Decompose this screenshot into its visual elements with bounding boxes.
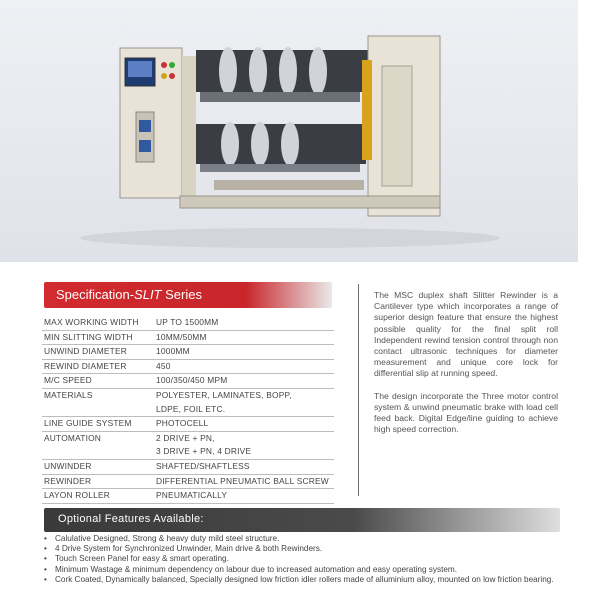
spec-label: REWIND DIAMETER	[44, 360, 127, 371]
spec-value-line: 100/350/450 MPM	[156, 375, 228, 386]
spec-row	[42, 431, 334, 459]
spec-row	[42, 417, 334, 432]
feature-item: • Cork Coated, Dynamically balanced, Specially designed low friction idler rollers made of alluminium alloy, mounted on low friction bearing.	[44, 575, 564, 585]
spec-label: LINE GUIDE SYSTEM	[44, 418, 132, 429]
specification-table	[42, 316, 334, 504]
spec-label: REWINDER	[44, 475, 92, 486]
specification-title: Specification-SLIT Series	[56, 287, 202, 302]
specification-header	[44, 282, 332, 308]
optional-features-list	[44, 534, 564, 585]
feature-item: • Calulative Designed, Strong & heavy duty mild steel structure.	[44, 534, 564, 544]
spec-label: LAYON ROLLER	[44, 490, 111, 501]
spec-value-line: 1000MM	[156, 346, 190, 357]
spec-value-line: 450	[156, 360, 171, 371]
spec-value	[154, 330, 334, 345]
spec-value	[154, 489, 334, 504]
spec-value-line: SHAFTED/SHAFTLESS	[156, 460, 250, 471]
feature-item: • Minimum Wastage & minimum dependency on labour due to increased automation and easy operating system.	[44, 565, 564, 575]
spec-row	[42, 359, 334, 374]
column-divider	[358, 284, 359, 496]
spec-value-line: DIFFERENTIAL PNEUMATIC BALL SCREW	[156, 475, 329, 486]
spec-label: MIN SLITTING WIDTH	[44, 331, 133, 342]
spec-label: MAX WORKING WIDTH	[44, 317, 139, 327]
spec-value-line: LDPE, FOIL ETC.	[156, 403, 226, 414]
spec-label: UNWIND DIAMETER	[44, 346, 128, 357]
spec-row	[42, 388, 334, 416]
spec-value-line: UP TO 1500MM	[156, 317, 219, 327]
spec-label: MATERIALS	[44, 389, 93, 400]
spec-value	[154, 345, 334, 360]
spec-value	[154, 388, 334, 416]
machine-description	[374, 290, 558, 446]
spec-value	[154, 431, 334, 459]
spec-label: UNWINDER	[44, 460, 92, 471]
optional-features-title: Optional Features Available:	[58, 513, 204, 525]
machine-photo	[0, 0, 578, 262]
spec-value-line: PHOTOCELL	[156, 418, 209, 429]
feature-item: • 4 Drive System for Synchronized Unwinder, Main drive & both Rewinders.	[44, 544, 564, 554]
spec-value	[154, 417, 334, 432]
spec-value	[154, 474, 334, 489]
spec-value-line: POLYESTER, LAMINATES, BOPP,	[156, 389, 292, 400]
spec-value-line: 2 DRIVE + PN,	[156, 432, 215, 443]
slitter-machine-illustration	[0, 0, 578, 262]
spec-value-line: PNEUMATICALLY	[156, 490, 228, 501]
spec-value	[154, 374, 334, 389]
spec-value	[154, 459, 334, 474]
spec-row	[42, 374, 334, 389]
spec-row	[42, 459, 334, 474]
description-paragraph-1: The MSC duplex shaft Slitter Rewinder is a Cantilever type which incorporates a range of superior design feature that ensure the highest possible quality for the final split roll Independent rewind tension control through non contact ultrasonic techniques for diameter measurement and unique core lock for differential slip at running speed.	[374, 290, 558, 379]
spec-label: AUTOMATION	[44, 432, 102, 443]
spec-label: M/C SPEED	[44, 375, 92, 386]
feature-item: • Touch Screen Panel for easy & smart operating.	[44, 554, 564, 564]
spec-row	[42, 345, 334, 360]
description-paragraph-2: The design incorporate the Three motor control system & unwind pneumatic brake with load cell feed back. Digital Edge/line guiding to achieve high speed correction.	[374, 390, 558, 435]
spec-value-line: 10MM/50MM	[156, 331, 207, 342]
spec-row	[42, 330, 334, 345]
spec-value-line: 3 DRIVE + PN, 4 DRIVE	[156, 446, 252, 457]
spec-value	[154, 316, 334, 330]
spec-row	[42, 474, 334, 489]
spec-value	[154, 359, 334, 374]
optional-features-header	[44, 508, 560, 532]
spec-row	[42, 316, 334, 330]
spec-row	[42, 489, 334, 504]
